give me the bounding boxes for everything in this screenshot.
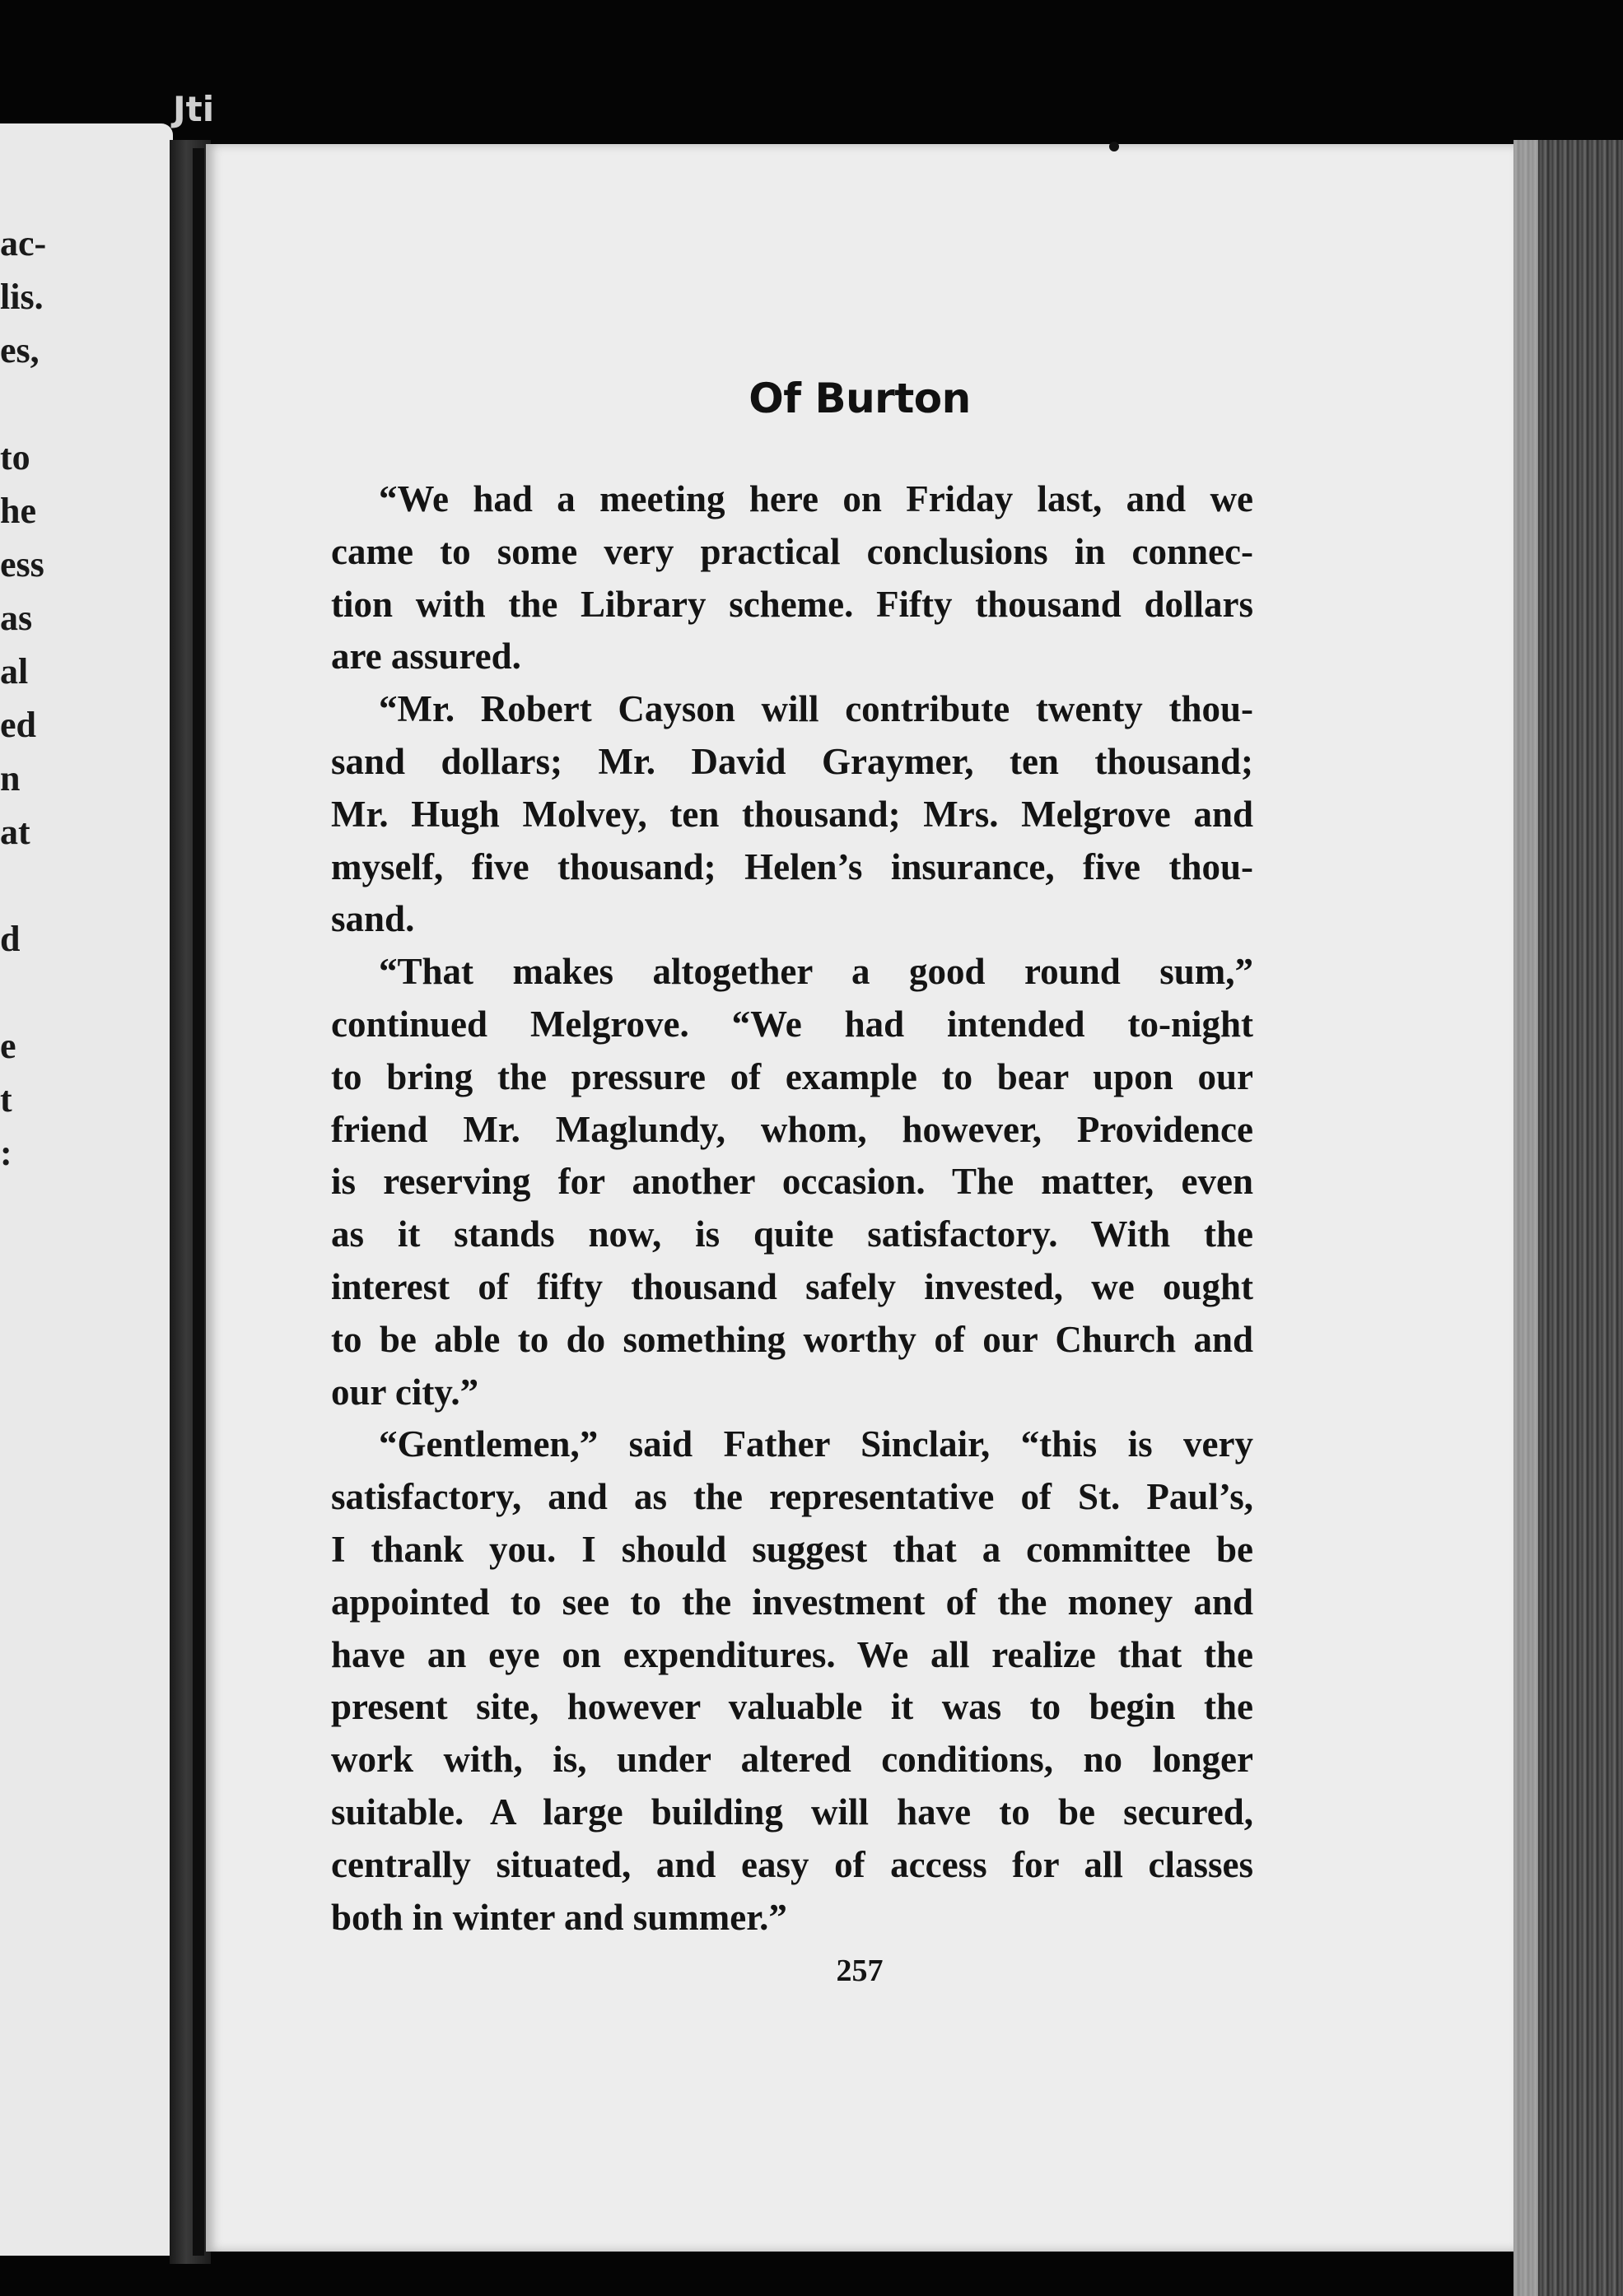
text-line: continued Melgrove. “We had intended to-night [331, 1003, 1253, 1045]
facing-page-fragment: ed [0, 705, 36, 745]
text-line: are assured. [331, 636, 521, 678]
text-line: centrally situated, and easy of access for all classes [331, 1843, 1253, 1885]
facing-page-fragment: d [0, 919, 21, 959]
text-line: sand dollars; Mr. David Graymer, ten thousand; [331, 740, 1253, 782]
text-line: suitable. A large building will have to be secured, [331, 1791, 1253, 1833]
facing-page-fragment: : [0, 1133, 12, 1173]
facing-page-fragment: he [0, 491, 36, 531]
facing-page-fragment: ess [0, 544, 44, 584]
ink-speck [1109, 142, 1119, 151]
facing-page-fragment: al [0, 651, 29, 692]
facing-page-fragment: to [0, 437, 30, 477]
facing-page-fragment: e [0, 1026, 16, 1066]
text-line: work with, is, under altered conditions, no longer [331, 1739, 1253, 1781]
text-line: “That makes altogether a good round sum,” [379, 951, 1253, 993]
text-line: tion with the Library scheme. Fifty thousand dollars [331, 583, 1253, 625]
text-line: sand. [331, 898, 415, 940]
text-line: “Mr. Robert Cayson will contribute twenty thou- [379, 688, 1253, 730]
scan-corner-mark: Jti [173, 89, 215, 129]
text-line: Mr. Hugh Molvey, ten thousand; Mrs. Melgrove and [331, 793, 1253, 835]
text-line: present site, however valuable it was to begin the [331, 1686, 1253, 1728]
facing-page [0, 123, 173, 2256]
text-line: appointed to see to the investment of the money and [331, 1581, 1253, 1623]
text-line: as it stands now, is quite satisfactory. With the [331, 1213, 1253, 1255]
book-gutter [170, 140, 211, 2264]
facing-page-fragment: t [0, 1079, 12, 1120]
text-line: is reserving for another occasion. The matter, even [331, 1161, 1253, 1203]
facing-page-fragment: lis. [0, 277, 44, 317]
facing-page-text-fragments [0, 123, 165, 2256]
text-line: I thank you. I should suggest that a committee be [331, 1528, 1253, 1570]
text-line: to be able to do something worthy of our Church and [331, 1318, 1253, 1360]
gutter-shadow [193, 148, 204, 2256]
text-line: satisfactory, and as the representative of St. Paul’s, [331, 1476, 1253, 1518]
text-line: our city.” [331, 1371, 479, 1413]
text-line: to bring the pressure of example to bear upon our [331, 1055, 1253, 1097]
text-line: have an eye on expenditures. We all realize that the [331, 1633, 1253, 1675]
text-line: both in winter and summer.” [331, 1896, 787, 1938]
text-line: “We had a meeting here on Friday last, and we [379, 478, 1253, 519]
page-number: 257 [836, 1954, 884, 1988]
facing-page-fragment: es, [0, 330, 40, 370]
facing-page-fragment: ac- [0, 223, 47, 263]
text-line: friend Mr. Maglundy, whom, however, Providence [331, 1108, 1253, 1150]
text-line: “Gentlemen,” said Father Sinclair, “this is very [379, 1423, 1253, 1465]
running-head: Of Burton [749, 375, 971, 422]
facing-page-fragment: at [0, 812, 30, 852]
page-edge-highlight [1513, 140, 1538, 2296]
text-line: myself, five thousand; Helen’s insurance, five thou- [331, 845, 1253, 887]
facing-page-fragment: n [0, 758, 21, 799]
text-line: came to some very practical conclusions in connec- [331, 530, 1253, 572]
text-line: interest of fifty thousand safely invested, we ought [331, 1265, 1253, 1307]
body-text [331, 473, 1253, 1944]
facing-page-fragment: as [0, 598, 33, 638]
